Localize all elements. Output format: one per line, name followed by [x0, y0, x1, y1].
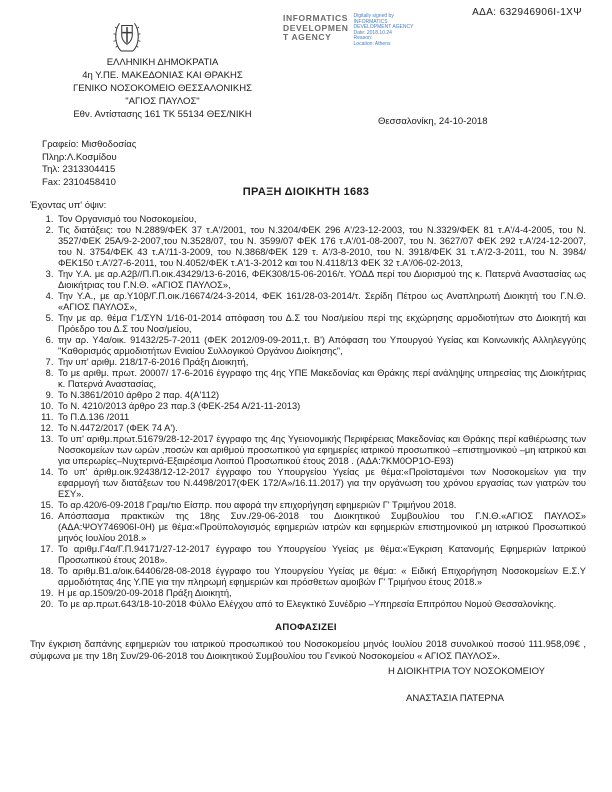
stamp-agency-name-line: DEVELOPMEN [283, 22, 349, 33]
letterhead-address: Εθν. Αντίστασης 161 ΤΚ 55134 ΘΕΣ/ΝΙΚΗ [73, 109, 252, 120]
letterhead-country: ΕΛΛΗΝΙΚΗ ΔΗΜΟΚΡΑΤΙΑ [106, 57, 219, 68]
decision-heading: ΑΠΟΦΑΣΙΖΕΙ [275, 622, 337, 633]
consideration-item: 8. Το με αριθμ. πρωτ. 20007/ 17-6-2016 έγγραφο της 4ης ΥΠΕ Μακεδονίας και Θράκης περί ανάληψης υπηρεσίας της Διοικήτριας κ. Πατερνά Αναστασίας, [56, 368, 586, 390]
consideration-item: 12. Το Ν.4472/2017 (ΦΕΚ 74 Α'). [56, 423, 586, 434]
letterhead-area [0, 0, 612, 212]
contact-office: Γραφείο: Μισθοδοσίας [42, 139, 137, 150]
consideration-item: 11. Το Π.Δ.136 /2011 [56, 412, 586, 423]
stamp-detail-line: Location: Athens [353, 40, 391, 47]
date-line: Θεσσαλονίκη, 24-10-2018 [378, 116, 488, 127]
digital-signature-stamp [283, 14, 426, 48]
letterhead-region: 4η Υ.ΠΕ. ΜΑΚΕΔΟΝΙΑΣ ΚΑΙ ΘΡΑΚΗΣ [82, 70, 243, 81]
decision-text: Την έγκριση δαπάνης εφημεριών του ιατρικού προσωπικού του Νοσοκομείου μηνός Ιουλίου 2018 συνολικού ποσού 111.958,09€ , σύμφωνα με την 18η Συν/29-06-2018 του Διοικητικού Συμβουλίου του Γενικού Νοσοκομείου « ΑΓΙΟΣ ΠΑΥΛΟΣ». [30, 639, 586, 662]
stamp-agency-name-line: INFORMATICS [283, 13, 348, 23]
signatory-name: ΑΝΑΣΤΑΣΙΑ ΠΑΤΕΡΝΑ [406, 693, 504, 704]
considerations-list [30, 214, 586, 610]
consideration-item: 17. Το αριθμ.Γ4α/Γ.Π.94171/27-12-2017 έγγραφο του Υπουργείου Υγείας με θέμα:«Έγκριση Κατανομής Εφημεριών Ιατρικού Προσωπικού έτους 2018». [56, 544, 586, 566]
consideration-item: 9. Το Ν.3861/2010 άρθρο 2 παρ. 4(Α'112) [56, 390, 586, 401]
stamp-detail-line: INFORMATICS [353, 18, 388, 25]
stamp-agency-name-line: T AGENCY [283, 32, 332, 42]
letterhead-hospital: ΓΕΝΙΚΟ ΝΟΣΟΚΟΜΕΙΟ ΘΕΣΣΑΛΟΝΙΚΗΣ [73, 83, 252, 94]
contact-person: Πληρ:Λ.Κοσμίδου [42, 151, 117, 163]
contact-fax: Fax: 2310458410 [42, 176, 116, 188]
contact-phone: Τηλ: 2313304415 [42, 164, 116, 175]
consideration-item: 2. Τις διατάξεις: του Ν.2889/ΦΕΚ 37 τ.Α'/2001, του Ν.3204/ΦΕΚ 296 Α'/23-12-2003, του Ν.3329/ΦΕΚ 81 τ.Α'/4-4-2005, του Ν. 3527/ΦΕΚ 25Α/9-2-2007,του Ν.3528/07, του Ν. 3599/07 ΦΕΚ 176 τ.Α'/01-08-2007, του Ν. 3627/07 ΦΕΚ 292 τ.Α'/24-12-2007, του Ν. 3754/ΦΕΚ 43 τ.Α'/11-3-2009, του Ν.3868/ΦΕΚ 129 τ. Α'/3-8-2010, του Ν. 3918/ΦΕΚ 31 τ.Α'/2-3-2011, του Ν. 3984/ΦΕΚ150 τ.Α'/27-6-2011, του Ν.4052/ΦΕΚ τ.Α'1-3-2012 και του Ν.4118/13 ΦΕΚ 32 τ.Α'/06-02-2013, [56, 225, 586, 269]
letterhead [20, 56, 305, 121]
consideration-item: 13. Το υπ' αριθμ.πρωτ.51679/28-12-2017 έγγραφο της 4ης Υγειονομικής Περιφέρειας Μακεδονίας και Θράκης περί καθιέρωσης των Νοσοκομείων των ωρών ,ποσών και αριθμού προσωπικού για εφημερίες ιατρικού προσωπικού –επιστημονικού –μη ιατρικού και για υπερωρίες–Νυχτερινά-Εξαιρέσιμα Λοιπού Προσωπικού έτους 2018 . (ΑΔΑ:7ΚΜ0ΟΡ1Ο-Ε93) [56, 434, 586, 467]
ada-code: ΑΔΑ: 632946906Ι-1ΧΨ [472, 7, 582, 18]
consideration-item: 19. Η με αρ.1509/20-09-2018 Πράξη Διοικητή, [56, 588, 586, 599]
consideration-item: 16. Απόσπασμα πρακτικών της 18ης Συν./29-06-2018 του Διοικητικού Συμβουλίου του Γ.Ν.Θ.«ΑΓΙΟΣ ΠΑΥΛΟΣ» (ΑΔΑ:ΨΟΥ746906Ι-0Η) με θέμα:«Προϋπολογισμός εφημεριών ιατρών και εφημεριών επιστημονικού μη ιατρικού Προσωπικού μηνός Ιουλίου 2018.» [56, 511, 586, 544]
signatory-title: Η ΔΙΟΙΚΗΤΡΙΑ ΤΟΥ ΝΟΣΟΚΟΜΕΙΟΥ [388, 666, 546, 677]
consideration-item: 1. Τον Οργανισμό του Νοσοκομείου, [56, 214, 586, 225]
stamp-detail-line: Reason: [353, 35, 373, 42]
stamp-detail-line: DEVELOPMENT AGENCY [353, 24, 414, 31]
consideration-item: 20. Το με αρ.πρωτ.643/18-10-2018 Φύλλο Ελέγχου από το Ελεγκτικό Συνέδριο –Υπηρεσία Επιτρόπου Νομού Θεσσαλονίκης. [56, 599, 586, 610]
consideration-item: 3. Την Υ.Α. με αρ.Α2β//Π.Π.οικ.43429/13-6-2016, ΦΕΚ308/15-06-2016/τ. ΥΟΔΔ περί του Διορισμού της κ. Πατερνά Αναστασίας ως Διοικήτριας του Γ.Ν.Θ. «ΑΓΙΟΣ ΠΑΥΛΟΣ», [56, 269, 586, 291]
consideration-item: 6. την αρ. Υ4α/οικ. 91432/25-7-2011 (ΦΕΚ 2012/09-09-2011,τ. Β') Απόφαση του Υπουργού Υγείας και Κοινωνικής Αλληλεγγύης "Καθορισμός αρμοδιοτήτων Ενιαίου Συλλογικού Οργάνου Διοίκησης", [56, 335, 586, 357]
consideration-item: 5. Την με αρ. θέμα Γ1/ΣΥΝ 1/16-01-2014 απόφαση του Δ.Σ του Νοσ/μείου περί της εκχώρησης αρμοδιοτήτων στο Διοικητή και Πρόεδρο του Δ.Σ του Νοσ/μείου, [56, 313, 586, 335]
letterhead-hospital-name: "ΑΓΙΟΣ ΠΑΥΛΟΣ" [125, 96, 200, 107]
stamp-agency-name [283, 14, 349, 43]
consideration-item: 18. Το αριθμ.Β1.α/οικ.64406/28-08-2018 έγγραφο του Υπουργείου Υγείας με θέμα: « Ειδική Επιχορήγηση Νοσοκομείων Ε.Σ.Υ αρμοδιότητας 4ης Υ.ΠΕ για την πληρωμή εφημεριών και πρόσθετων αμοιβών Γ' Τριμήνου έτους 2018.» [56, 566, 586, 588]
preamble: Έχοντας υπ' όψιν: [30, 200, 107, 211]
document-title: ΠΡΑΞΗ ΔΙΟΙΚΗΤΗ 1683 [242, 186, 370, 198]
contact-block [42, 139, 136, 189]
consideration-item: 10. Το Ν. 4210/2013 άρθρο 23 παρ.3 (ΦΕΚ-254 Α/21-11-2013) [56, 401, 586, 412]
consideration-item: 7. Την υπ' αριθμ. 218/17-6-2016 Πράξη Διοικητή, [56, 357, 586, 368]
consideration-item: 15. Το αρ.420/6-09-2018 Γραμ/τιο Είσπρ. που αφορά την επιχορήγηση εφημεριών Γ' Τριμήνου 2018. [56, 500, 586, 511]
stamp-detail-line: Date: 2018.10.24 [353, 29, 392, 36]
stamp-signature-details [354, 14, 426, 48]
greek-emblem-icon [112, 18, 142, 59]
stamp-detail-line: Digitally signed by [353, 13, 394, 19]
consideration-item: 4. Την Υ.Α., με αρ.Υ10β/Γ.Π.οικ./16674/24-3-2014, ΦΕΚ 161/28-03-2014/τ. Σερίδη Πέτρου ως Αναπληρωτή Διοικητή του Γ.Ν.Θ. «ΑΓΙΟΣ ΠΑΥΛΟΣ», [56, 291, 586, 313]
consideration-item: 14. Το υπ' άριθμ.οικ.92438/12-12-2017 έγγραφο του Υπουργείου Υγείας με θέμα:«Προϊσταμένοι των Νοσοκομείων για την εφαρμογή των διατάξεων του Ν.4498/2017(ΦΕΚ 172/Α»/16.11.2017) για την οργάνωση του χρόνου εργασίας των γιατρών του ΕΣΥ». [56, 467, 586, 500]
